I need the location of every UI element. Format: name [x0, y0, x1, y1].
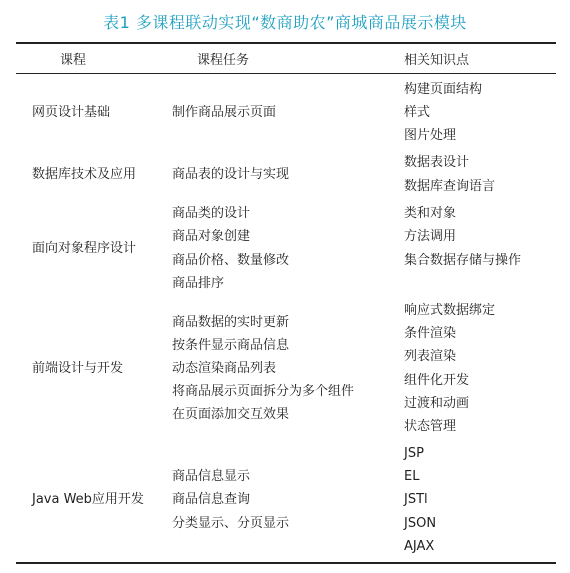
row-task: 分类显示、分页显示: [172, 516, 290, 531]
row-knowledge: JSTl: [404, 492, 428, 507]
row-task: 商品数据的实时更新: [172, 315, 290, 330]
row-knowledge: 图片处理: [404, 128, 457, 143]
row-task: 商品信息查询: [172, 492, 251, 507]
row-task: 动态渲染商品列表: [172, 361, 277, 376]
header-course: 课程: [60, 53, 87, 68]
row-knowledge: 组件化开发: [404, 373, 470, 388]
row-course: 面向对象程序设计: [32, 241, 137, 256]
row-task: 按条件显示商品信息: [172, 338, 290, 353]
row-knowledge: 类和对象: [404, 206, 457, 221]
row-knowledge: 状态管理: [404, 419, 457, 434]
row-knowledge: 条件渲染: [404, 326, 457, 341]
row-course: 前端设计与开发: [32, 361, 124, 376]
row-course: Java Web应用开发: [32, 492, 144, 507]
row-task: 制作商品展示页面: [172, 105, 277, 120]
row-task: 商品类的设计: [172, 206, 251, 221]
row-course: 网页设计基础: [32, 105, 111, 120]
row-task: 在页面添加交互效果: [172, 407, 290, 422]
row-task: 商品信息显示: [172, 469, 251, 484]
row-knowledge: 构建页面结构: [404, 82, 483, 97]
row-task: 将商品展示页面拆分为多个组件: [172, 384, 355, 399]
row-knowledge: 响应式数据绑定: [404, 303, 496, 318]
row-knowledge: JSON: [404, 516, 437, 531]
row-task: 商品对象创建: [172, 229, 251, 244]
row-knowledge: 集合数据存储与操作: [404, 253, 522, 268]
row-knowledge: 过渡和动画: [404, 396, 470, 411]
row-knowledge: 列表渲染: [404, 349, 457, 364]
row-task: 商品表的设计与实现: [172, 167, 290, 182]
bottom-rule: [16, 562, 556, 564]
row-knowledge: 方法调用: [404, 229, 457, 244]
row-knowledge: JSP: [404, 446, 424, 461]
header-knowledge: 相关知识点: [404, 53, 470, 68]
row-task: 商品价格、数量修改: [172, 253, 290, 268]
row-knowledge: 数据库查询语言: [404, 179, 496, 194]
top-rule: [16, 42, 556, 44]
header-rule: [16, 73, 556, 74]
row-course: 数据库技术及应用: [32, 167, 137, 182]
row-knowledge: 样式: [404, 105, 431, 120]
row-knowledge: EL: [404, 469, 420, 484]
header-task: 课程任务: [197, 53, 250, 68]
table-title: 表1 多课程联动实现“数商助农”商城商品展示模块: [103, 13, 467, 32]
row-knowledge: AJAX: [404, 539, 435, 554]
row-knowledge: 数据表设计: [404, 155, 470, 170]
row-task: 商品排序: [172, 276, 225, 291]
